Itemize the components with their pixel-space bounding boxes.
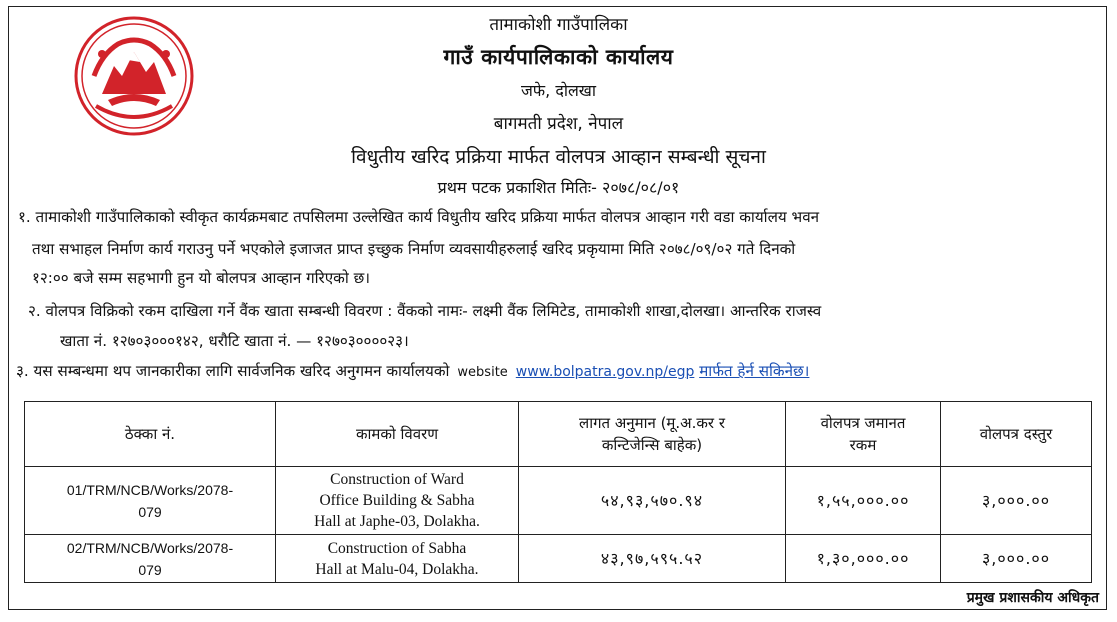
province-name: बागमती प्रदेश, नेपाल: [493, 114, 624, 134]
paragraph-3-text: ३. यस सम्बन्धमा थप जानकारीका लागि सार्वजनिक खरिद अनुगमन कार्यालयको: [16, 362, 450, 380]
header-cost-line-2: कन्टिजेन्सि बाहेक): [601, 436, 703, 454]
row-2-description: [276, 535, 519, 583]
header-cost: [519, 402, 786, 467]
row-2-contract-no: [25, 535, 276, 583]
published-date: प्रथम पटक प्रकाशित मितिः- २०७८/०८/०१: [437, 178, 680, 197]
row-2-description-line-1: Construction of Sabha: [327, 539, 467, 557]
row-1-contract-no: [25, 467, 276, 535]
paragraph-1-line-1: १. तामाकोशी गाउँपालिकाको स्वीकृत कार्यक्रमबाट तपसिलमा उल्लेखित कार्य विधुतीय खरिद प्रक्रिया मार्फत वोलपत्र आव्हान गरी वडा कार्यालय भवन: [18, 208, 820, 226]
office-title: गाउँ कार्यपालिकाको कार्यालय: [443, 45, 674, 69]
table-row: [25, 535, 1092, 583]
signature-title: प्रमुख प्रशासकीय अधिकृत: [966, 590, 1099, 606]
header-bid-security-line-1: वोलपत्र जमानत: [820, 414, 906, 432]
row-1-contract-no-line-1: 01/TRM/NCB/Works/2078-: [66, 481, 234, 498]
notice-title: विधुतीय खरिद प्रक्रिया मार्फत वोलपत्र आव्हान सम्बन्धी सूचना: [351, 146, 766, 168]
row-1-description: [276, 467, 519, 535]
municipality-name: तामाकोशी गाउँपालिका: [489, 15, 628, 35]
header-bid-security-line-2: रकम: [849, 436, 877, 454]
row-1-cost: ५४,९३,५७०.९४: [519, 467, 786, 535]
row-1-bid-fee: ३,०००.००: [941, 467, 1092, 535]
header-contract-no: ठेक्का नं.: [25, 402, 276, 467]
header-bid-fee: वोलपत्र दस्तुर: [941, 402, 1092, 467]
row-2-bid-security: १,३०,०००.००: [786, 535, 941, 583]
row-1-description-line-3: Hall at Japhe-03, Dolakha.: [314, 513, 480, 530]
row-2-bid-fee: ३,०००.००: [941, 535, 1092, 583]
row-1-bid-security: १,५५,०००.००: [786, 467, 941, 535]
row-2-description-line-2: Hall at Malu-04, Dolakha.: [315, 560, 479, 578]
paragraph-2-line-1: २. वोलपत्र विक्रिको रकम दाखिला गर्ने वैंक खाता सम्बन्धी विवरण : वैंकको नामः- लक्ष्मी वैंक लिमिटेड, तामाकोशी शाखा,दोलखा। आन्तरिक राजस्व: [28, 302, 822, 320]
row-1-contract-no-line-2: 079: [138, 503, 162, 520]
office-location: जफे, दोलखा: [520, 81, 597, 100]
row-2-contract-no-line-1: 02/TRM/NCB/Works/2078-: [66, 539, 234, 556]
tender-table: [24, 401, 1092, 583]
table-row: [25, 467, 1092, 535]
row-1-description-line-1: Construction of Ward: [330, 471, 464, 488]
row-2-cost: ४३,९७,५९५.५२: [519, 535, 786, 583]
paragraph-2-line-2: खाता नं. १२७०३०००१४२, धरौटि खाता नं. — १२७०३००००२३।: [60, 332, 409, 350]
row-1-description-line-2: Office Building & Sabha: [319, 492, 475, 509]
paragraph-1-line-2: तथा सभाहल निर्माण कार्य गराउनु पर्ने भएकोले इजाजत प्राप्त इच्छुक निर्माण व्यवसायीहरुलाई खरिद प्रकृयामा मिति २०७८/०९/०२ गते दिनको: [32, 240, 796, 258]
table-header-row: [25, 402, 1092, 467]
header-description: कामको विवरण: [276, 402, 519, 467]
bolpatra-link[interactable]: www.bolpatra.gov.np/egp: [515, 364, 695, 380]
paragraph-3: [16, 361, 809, 381]
row-2-contract-no-line-2: 079: [138, 561, 162, 578]
header-cost-line-1: लागत अनुमान (मू.अ.कर र: [579, 414, 725, 432]
header-bid-security: [786, 402, 941, 467]
paragraph-1-line-3: १२:०० बजे सम्म सहभागी हुन यो बोलपत्र आव्हान गरिएको छ।: [32, 269, 370, 287]
bolpatra-link-suffix[interactable]: मार्फत हेर्न सकिनेछ।: [699, 362, 810, 380]
website-label: website: [457, 365, 508, 380]
